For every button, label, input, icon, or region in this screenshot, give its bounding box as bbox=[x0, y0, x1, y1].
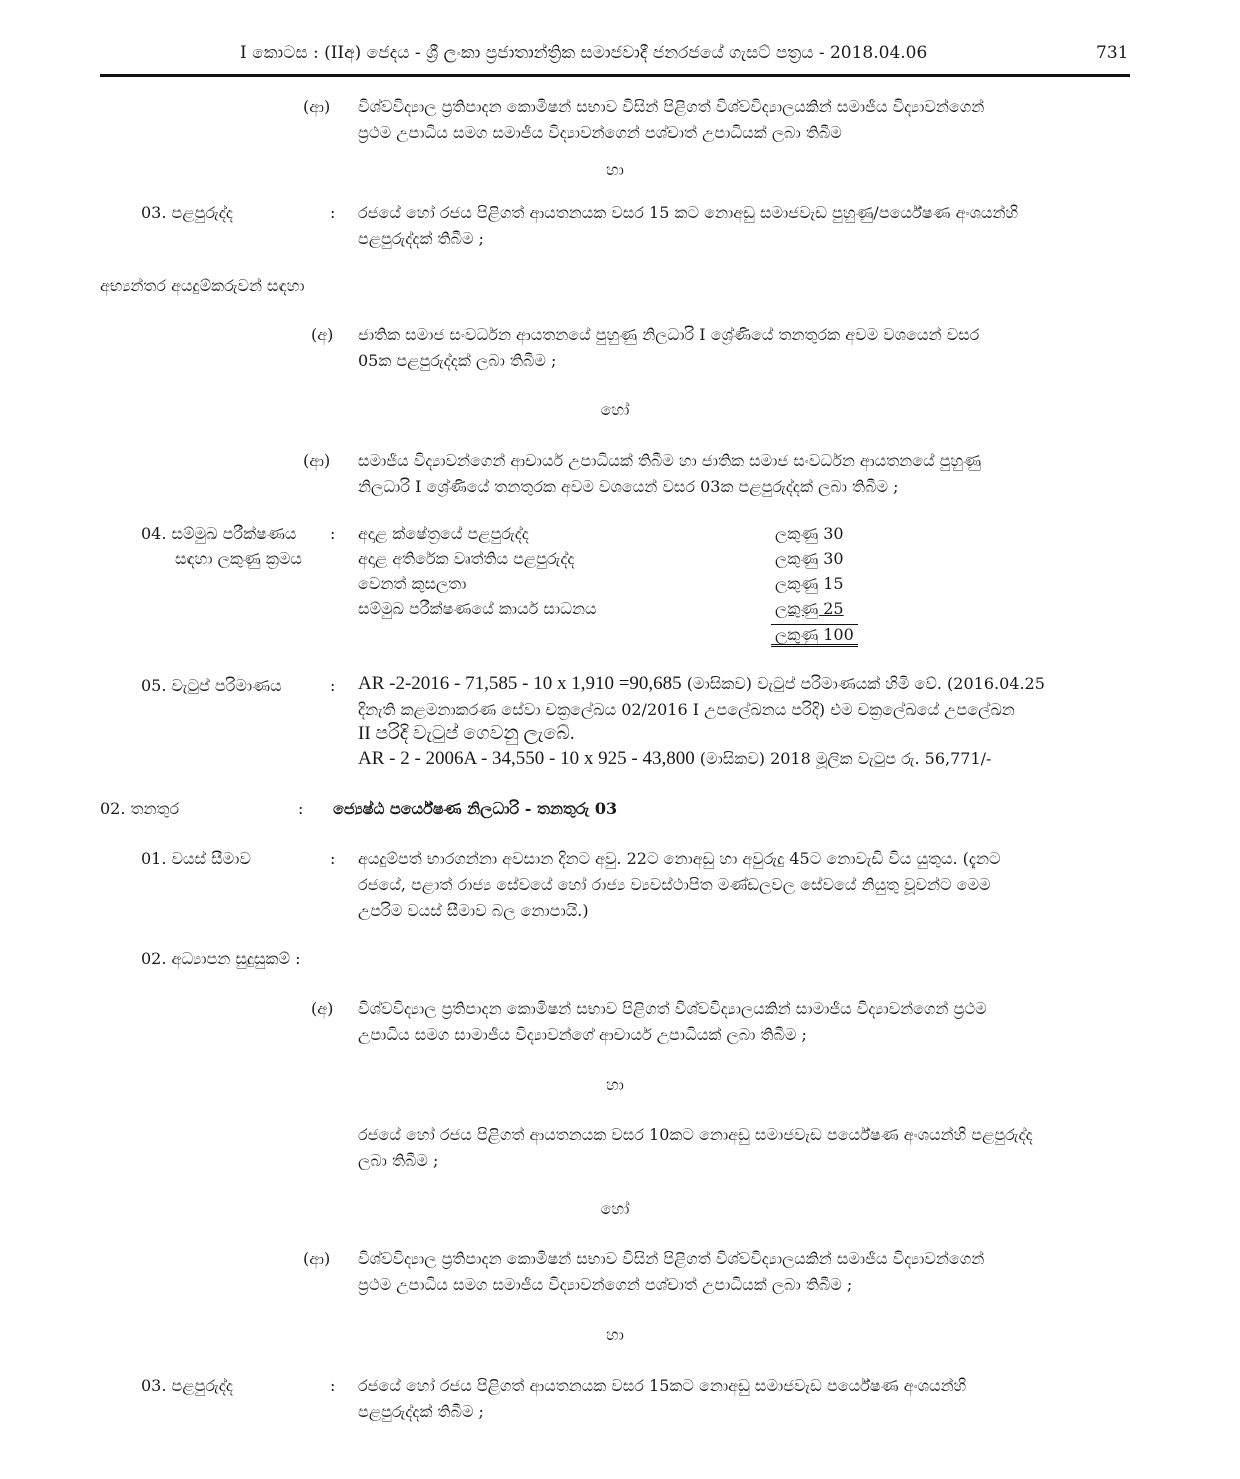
paragraph-aa bbox=[358, 94, 1128, 146]
header-title: I කොටස : (IIඅ) ජෙදය - ශ්‍රී ලංකා ප්‍රජාතාන්ත්‍රික සමාජවාදී ජනරජයේ ගැසට් පත්‍රය - 2018.04.06 bbox=[240, 43, 928, 63]
marks-item: සම්මුඛ පරීක්ෂණයේ කාර්ය සාධනය bbox=[358, 599, 597, 618]
age-text bbox=[358, 846, 1128, 924]
colon: : bbox=[330, 1376, 336, 1395]
marks-total bbox=[771, 622, 858, 648]
marker-aa: (ආ) bbox=[303, 1249, 331, 1268]
colon: : bbox=[330, 676, 336, 695]
paragraph-line: පළපුරුද්දක් තිබීම ; bbox=[358, 1402, 484, 1421]
connector-and: හා bbox=[606, 160, 624, 179]
marker-aa: (ආ) bbox=[303, 97, 331, 116]
paragraph-line: විශ්වවිද්‍යාල ප්‍රතිපාදන කොමිෂන් සභාව විසින් පිළිගත් විශ්වවිද්‍යාලයකින් සමාජීය විද්‍යාවන්ගෙන් bbox=[358, 97, 985, 116]
marks-value: ලකුණු 30 bbox=[775, 549, 844, 568]
paragraph-line: රජයේ හෝ රජය පිළිගත් ආයතනයක වසර 10කට නොඅඩු සමාජවැඩ පර්යේෂණ අංශයන්හි පළපුරුද්ද bbox=[358, 1125, 1033, 1144]
header-rule bbox=[100, 74, 1130, 77]
paragraph-line: අයදුම්පත් භාරගන්නා අවසාන දිනට අවු. 22ට නොඅඩු හා අවුරුදු 45ට නොවැඩි විය යුතුය. (දැනට bbox=[358, 849, 1001, 868]
paragraph-line: 05ක පළපුරුද්දක් ලබා තිබීම ; bbox=[358, 351, 557, 370]
colon: : bbox=[298, 799, 304, 818]
salary-line-3: II පරිදි වැටුප් ගෙවනු ලැබේ. bbox=[358, 723, 575, 744]
marks-item: වෙනත් කුසලතා bbox=[358, 574, 467, 593]
experience-text bbox=[358, 200, 1128, 252]
salary-line-2: දිනැති කළමනාකරණ සේවා චක්‍රලේඛය 02/2016 I උපලේඛනය පරිදි) එම චක්‍රලේඛයේ උපලේඛන bbox=[358, 700, 1015, 719]
paragraph-aa bbox=[358, 1246, 1128, 1298]
marker-a: (අ) bbox=[311, 999, 334, 1018]
paragraph-b bbox=[358, 1122, 1128, 1174]
marks-value: ලකුණු 25 bbox=[775, 599, 844, 618]
page-number: 731 bbox=[1096, 43, 1129, 63]
paragraph-line: විශ්වවිද්‍යාල ප්‍රතිපාදන කොමිෂන් සභාව පිළිගත් විශ්වවිද්‍යාලයකින් සාමාජීය විද්‍යාවන්ගෙන් ප්‍රථම bbox=[358, 999, 987, 1018]
paragraph-line: උපාධිය සමග සාමාජීය විද්‍යාවන්ගේ ආචාර්ය උපාධියක් ලබා තිබීම ; bbox=[358, 1025, 807, 1044]
experience-label: 03. පළපුරුද්ද bbox=[141, 1376, 233, 1395]
experience-text bbox=[358, 1373, 1128, 1425]
marks-total-value: ලකුණු 100 bbox=[771, 624, 858, 647]
salary-label: 05. වැටුප් පරිමාණය bbox=[141, 676, 282, 695]
marks-label: 04. සම්මුඛ පරීක්ෂණය bbox=[141, 524, 297, 543]
connector-or: හෝ bbox=[600, 400, 630, 419]
education-label: 02. අධ්‍යාපන සුදුසුකම් : bbox=[141, 949, 301, 968]
paragraph-line: ප්‍රථම උපාධිය සමග සමාජීය විද්‍යාවන්ගෙන් පශ්චාත් උපාධියක් ලබා තිබීම ; bbox=[358, 1275, 853, 1294]
connector-or: හෝ bbox=[600, 1199, 630, 1218]
paragraph-line: රජයේ හෝ රජය පිළිගත් ආයතනයක වසර 15කට නොඅඩු සමාජවැඩ පර්යේෂණ අංශයන්හි bbox=[358, 1376, 967, 1395]
paragraph-line: විශ්වවිද්‍යාල ප්‍රතිපාදන කොමිෂන් සභාව විසින් පිළිගත් විශ්වවිද්‍යාලයකින් සමාජීය විද්‍යාවන්ගෙන් bbox=[358, 1249, 985, 1268]
marks-value: ලකුණු 30 bbox=[775, 524, 844, 543]
colon: : bbox=[330, 849, 336, 868]
salary-text: (මාසිකව) වැටුප් පරිමාණයක් හිමි වේ. (2016.04.25 bbox=[681, 674, 1045, 693]
paragraph-a bbox=[358, 996, 1128, 1048]
experience-label: 03. පළපුරුද්ද bbox=[141, 203, 233, 222]
marker-aa: (ආ) bbox=[303, 451, 331, 470]
connector-and: හා bbox=[606, 1325, 624, 1344]
paragraph-line: පළපුරුද්දක් තිබීම ; bbox=[358, 229, 484, 248]
paragraph-line: ලබා තිබීම ; bbox=[358, 1151, 439, 1170]
paragraph-line: ජාතික සමාජ සංවර්ධන ආයතනයේ පුහුණු නිලධාරි I ශ්‍රේණියේ තනතුරක අවම වශයෙන් වසර bbox=[358, 325, 980, 344]
age-label: 01. වයස් සීමාව bbox=[141, 849, 251, 868]
marks-item: අදාළ අතිරේක වෘත්තිය පළපුරුද්ද bbox=[358, 549, 575, 568]
marks-value: ලකුණු 15 bbox=[775, 574, 844, 593]
salary-code: AR - 2 - 2006A - 34,550 - 10 x 925 - 43,800 bbox=[358, 748, 695, 769]
paragraph-line: උපරිම වයස් සීමාව බල නොපායි.) bbox=[358, 901, 589, 920]
salary-code: AR -2-2016 - 71,585 - 10 x 1,910 =90,685 bbox=[358, 673, 682, 694]
marker-a: (අ) bbox=[311, 325, 334, 344]
marks-label-2: සඳහා ලකුණු ක්‍රමය bbox=[175, 549, 302, 568]
paragraph-a bbox=[358, 322, 1128, 374]
internal-heading: අභ්‍යන්තර අයදුම්කරුවන් සඳහා bbox=[100, 276, 305, 295]
marks-item: අදාළ ක්ෂේත්‍රයේ පළපුරුද්ද bbox=[358, 524, 529, 543]
colon: : bbox=[330, 524, 336, 543]
paragraph-aa bbox=[358, 448, 1128, 500]
paragraph-line: සමාජීය විද්‍යාවන්ගෙන් ආචාර්ය උපාධියක් තිබීම හා ජාතික සමාජ සංවර්ධන ආයතනයේ පුහුණු bbox=[358, 451, 982, 470]
paragraph-line: ප්‍රථම උපාධිය සමග සමාජීය විද්‍යාවන්ගෙන් පශ්චාත් උපාධියක් ලබා තිබීම bbox=[358, 123, 842, 142]
connector-and: හා bbox=[606, 1075, 624, 1094]
paragraph-line: නිලධාරි I ශ්‍රේණියේ තනතුරක අවම වශයෙන් වසර 03ක පළපුරුද්දක් ලබා තිබීම ; bbox=[358, 477, 899, 496]
paragraph-line: රජයේ, පළාත් රාජ්‍ය සේවයේ හෝ රාජ්‍ය ව්‍යවස්ථාපිත මණ්ඩලවල සේවයේ නියුතු වූවන්ට මෙම bbox=[358, 875, 991, 894]
paragraph-line: රජයේ හෝ රජය පිළිගත් ආයතනයක වසර 15 කට නොඅඩු සමාජවැඩ පුහුණු/පර්යේෂණ අංශයන්හි bbox=[358, 203, 1019, 222]
post-title: ජ්‍යෙෂ්ඨ පර්යේෂණ නිලධාරි - තනතුරු 03 bbox=[333, 799, 618, 818]
salary-line-1 bbox=[358, 671, 1045, 697]
post-label: 02. තනතුර bbox=[100, 799, 180, 818]
colon: : bbox=[330, 203, 336, 222]
salary-text: (මාසිකව) 2018 මූලික වැටුප රු. 56,771/- bbox=[694, 749, 992, 768]
salary-line-4 bbox=[358, 746, 991, 772]
